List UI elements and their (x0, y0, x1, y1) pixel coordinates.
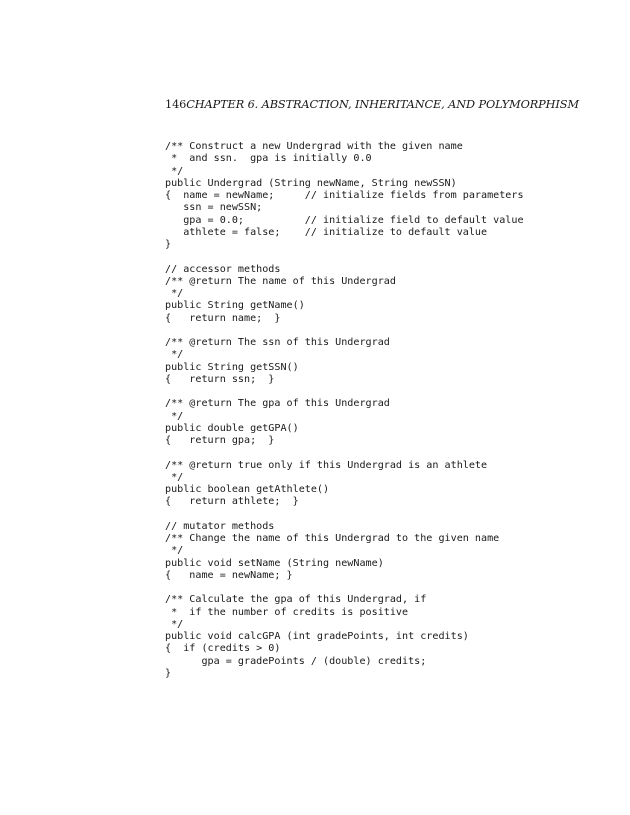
code-line: /** Change the name of this Undergrad to the given name (165, 533, 500, 544)
code-line (165, 251, 524, 263)
code-line: /** Calculate the gpa of this Undergrad, if (165, 594, 427, 606)
code-line (165, 582, 524, 594)
code-line: * and ssn. gpa is initially 0.0 (165, 153, 372, 165)
code-line: */ (165, 165, 184, 177)
code-line: // accessor methods (165, 263, 281, 275)
code-line: gpa = 0.0; // initialize field to default value (165, 214, 524, 226)
code-line: public double getGPA() (165, 422, 299, 434)
code-line: public void calcGPA (int gradePoints, int credits) (165, 631, 469, 642)
code-line: */ (165, 410, 184, 422)
code-line: { return ssn; } (165, 373, 275, 385)
code-line (165, 386, 524, 398)
code-line: /** Construct a new Undergrad with the given name (165, 141, 463, 152)
code-line: */ (165, 618, 184, 630)
code-line: { return athlete; } (165, 496, 299, 508)
code-line (165, 447, 524, 459)
code-line: } (165, 667, 172, 679)
code-line: public String getName() (165, 300, 305, 312)
code-line: */ (165, 288, 184, 299)
code-line: * if the number of credits is positive (165, 606, 409, 618)
code-line: public boolean getAthlete() (165, 484, 330, 495)
code-line (165, 509, 524, 521)
code-line: } (165, 239, 172, 250)
code-line: { return name; } (165, 312, 281, 324)
code-line: /** @return The name of this Undergrad (165, 275, 396, 287)
code-line: public void setName (String newName) (165, 557, 384, 569)
code-line: public String getSSN() (165, 361, 299, 373)
chapter-title: CHAPTER 6. ABSTRACTION, INHERITANCE, AND POLYMORPHISM (186, 98, 579, 111)
code-line: /** @return true only if this Undergrad is an athlete (165, 459, 488, 471)
code-line: ssn = newSSN; (165, 202, 263, 214)
page-number: 146 (165, 98, 187, 111)
code-line: /** @return The gpa of this Undergrad (165, 398, 390, 410)
running-header (165, 98, 579, 111)
code-line: */ (165, 545, 184, 557)
code-line: { name = newName; } (165, 569, 293, 581)
code-line (165, 325, 524, 337)
code-line: gpa = gradePoints / (double) credits; (165, 655, 427, 667)
code-line: { if (credits > 0) (165, 643, 281, 655)
code-line: */ (165, 471, 184, 483)
code-line: athlete = false; // initialize to default value (165, 226, 488, 238)
code-listing (165, 141, 524, 680)
code-line: /** @return The ssn of this Undergrad (165, 337, 390, 348)
code-line: // mutator methods (165, 520, 275, 532)
code-line: */ (165, 349, 184, 361)
code-line: { name = newName; // initialize fields from parameters (165, 190, 524, 201)
code-line: public Undergrad (String newName, String newSSN) (165, 177, 457, 189)
code-line: { return gpa; } (165, 435, 275, 446)
